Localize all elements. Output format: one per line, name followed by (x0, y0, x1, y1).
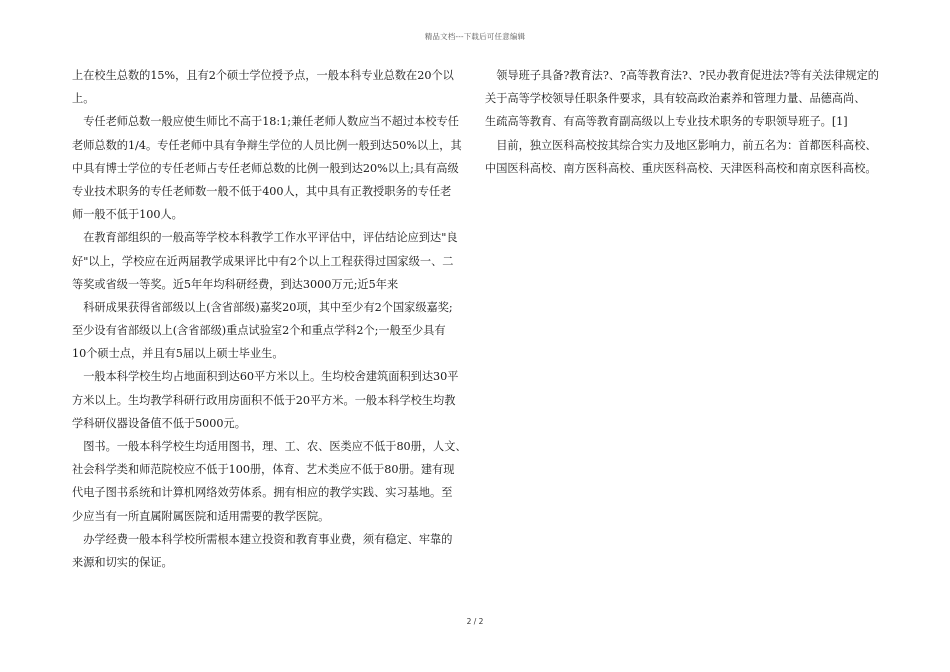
text-line: 中具有博士学位的专任老师占专任老师总数的比例一般到达20%以上;具有高级 (72, 161, 459, 175)
text-line: 图书。一般本科学校生均适用图书，理、工、农、医类应不低于80册，人文、 (72, 440, 467, 453)
text-line: 来源和切实的保证。 (72, 555, 173, 569)
text-line: 专业技术职务的专任老师数一般不低于400人，其中具有正教授职务的专任老 (72, 184, 452, 198)
text-line: 关于高等学校领导任职条件要求，具有较高政治素养和管理力量、品德高尚、 (485, 92, 866, 106)
text-line: 上。 (72, 92, 95, 106)
text-line: 学科研仪器设备值不低于5000元。 (72, 416, 246, 430)
text-line: 老师总数的1/4。专任老师中具有争辩生学位的人员比例一般到达50%以上，其 (72, 138, 462, 152)
page-number: 2 / 2 (466, 617, 484, 626)
text-line: 社会科学类和师范院校应不低于100册，体育、艺术类应不低于80册。建有现 (72, 463, 455, 477)
text-line: 代电子图书系统和计算机网络效劳体系。拥有相应的教学实践、实习基地。至 (72, 486, 453, 500)
text-line: 中国医科高校、南方医科高校、重庆医科高校、天津医科高校和南京医科高校。 (485, 161, 877, 175)
text-line: 目前，独立医科高校按其综合实力及地区影响力，前五名为：首都医科高校、 (485, 138, 877, 152)
text-line: 生疏高等教育、有高等教育副高级以上专业技术职务的专职领导班子。[1] (485, 115, 848, 129)
text-line: 领导班子具备?教育法?、?高等教育法?、?民办教育促进法?等有关法律规定的 (485, 69, 879, 82)
text-line: 上在校生总数的15%，且有2个硕士学位授予点，一般本科专业总数在20个以 (72, 69, 454, 82)
right-text-column (485, 64, 880, 180)
text-line: 办学经费一般本科学校所需根本建立投资和教育事业费，须有稳定、牢靠的 (72, 532, 453, 546)
text-line: 少应当有一所直属附属医院和适用需要的教学医院。 (72, 509, 330, 523)
text-line: 10个硕士点，并且有5届以上硕士毕业生。 (72, 347, 284, 361)
text-line: 在教育部组织的一般高等学校本科教学工作水平评估中，评估结论应到达"良 (72, 231, 458, 245)
page-header: 精品文档---下载后可任意编辑 (424, 32, 526, 41)
text-line: 师一般不低于100人。 (72, 208, 183, 222)
text-line: 一般本科学校生均占地面积到达60平方米以上。生均校舍建筑面积到达30平 (72, 370, 459, 384)
left-text-column (72, 64, 467, 574)
text-line: 等奖或省级一等奖。近5年年均科研经费，到达3000万元;近5年来 (72, 277, 399, 291)
text-line: 至少设有省部级以上(含省部级)重点试验室2个和重点学科2个;一般至少具有 (72, 324, 446, 338)
text-line: 好"以上，学校应在近两届教学成果评比中有2个以上工程获得过国家级一、二 (72, 254, 454, 268)
text-line: 科研成果获得省部级以上(含省部级)嘉奖20项，其中至少有2个国家级嘉奖; (72, 300, 453, 314)
text-line: 专任老师总数一般应使生师比不高于18:1;兼任老师人数应当不超过本校专任 (72, 115, 459, 129)
text-line: 方米以上。生均教学科研行政用房面积不低于20平方米。一般本科学校生均教 (72, 393, 456, 407)
